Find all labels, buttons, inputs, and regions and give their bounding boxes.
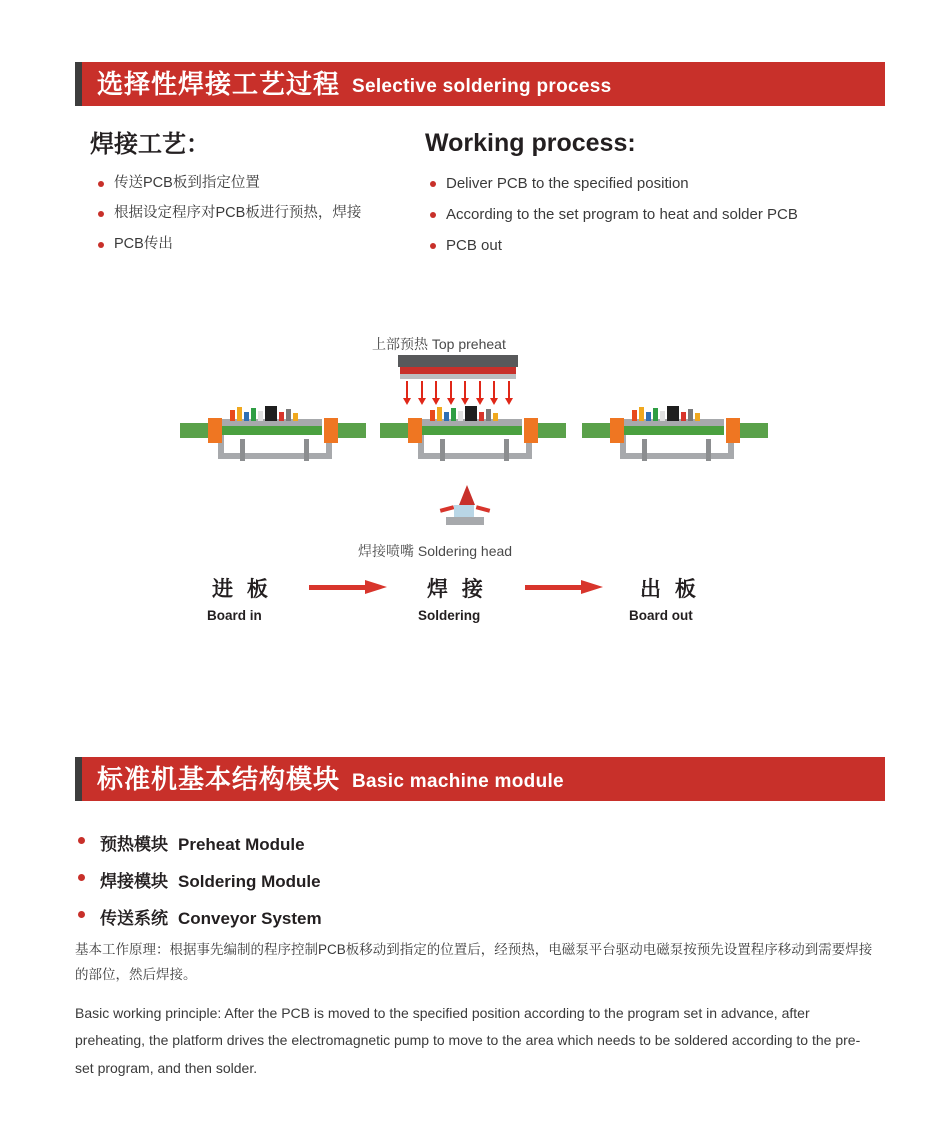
frame-bottom xyxy=(620,453,734,459)
pcb-components xyxy=(632,405,718,421)
nozzle-wing-right xyxy=(476,505,491,512)
pcb-board xyxy=(624,426,724,435)
diagram-label-soldering-head: 焊接喷嘴 Soldering head xyxy=(358,543,513,559)
frame-foot-left xyxy=(440,439,445,461)
list-item xyxy=(78,830,322,855)
preheater-plate xyxy=(400,374,516,379)
conveyor-rail-right xyxy=(334,423,366,438)
frame-bottom xyxy=(418,453,532,459)
list-item: PCB传出 xyxy=(98,236,361,253)
stage-label-cn-board-in: 进 板 xyxy=(212,578,272,601)
banner-title-cn: 标准机基本结构模块 xyxy=(97,764,341,794)
process-heading-cn: 焊接工艺： xyxy=(90,131,210,158)
process-heading-en: Working process: xyxy=(425,129,636,157)
clamp-left xyxy=(610,418,624,443)
nozzle-body xyxy=(454,505,474,517)
pcb-assembly-board-out xyxy=(580,405,770,465)
pcb-board xyxy=(222,426,322,435)
diagram-label-top-preheat: 上部预热 Top preheat xyxy=(372,336,506,352)
banner-accent-bar xyxy=(75,757,82,801)
clamp-right xyxy=(524,418,538,443)
conveyor-rail-right xyxy=(534,423,566,438)
frame-foot-right xyxy=(304,439,309,461)
stage-label-en-board-in: Board in xyxy=(207,608,262,623)
flow-arrow-icon xyxy=(525,580,603,594)
frame-bottom xyxy=(218,453,332,459)
process-steps-en xyxy=(430,175,798,268)
nozzle-base xyxy=(446,517,484,525)
list-item: Deliver PCB to the specified position xyxy=(430,175,798,193)
section-banner-module xyxy=(75,757,885,801)
module-label-cn: 传送系统 xyxy=(100,909,168,928)
clamp-right xyxy=(726,418,740,443)
list-item: According to the set program to heat and solder PCB xyxy=(430,206,798,224)
conveyor-rail-right xyxy=(736,423,768,438)
working-principle-paragraph-cn: 基本工作原理：根据事先编制的程序控制PCB板移动到指定的位置后，经预热，电磁泵平台驱动电磁泵按预先设置程序移动到需要焊接的部位，然后焊接。 xyxy=(75,942,873,982)
banner-title-en: Selective soldering process xyxy=(352,75,612,97)
module-label-en: Soldering Module xyxy=(178,872,321,891)
process-steps-cn xyxy=(98,175,361,266)
pcb-assembly-board-in xyxy=(178,405,368,465)
frame-foot-right xyxy=(706,439,711,461)
list-item: 根据设定程序对PCB板进行预热，焊接 xyxy=(98,205,361,222)
flow-arrow-icon xyxy=(309,580,387,594)
module-label-en: Conveyor System xyxy=(178,909,322,928)
list-item: PCB out xyxy=(430,237,798,255)
pcb-assembly-soldering xyxy=(378,405,568,465)
list-item xyxy=(78,904,322,929)
heat-arrows-icon xyxy=(406,381,510,407)
nozzle-cone xyxy=(459,485,475,505)
banner-accent-bar xyxy=(75,62,82,106)
process-diagram xyxy=(150,325,800,645)
stage-label-en-board-out: Board out xyxy=(629,608,693,623)
working-principle-paragraph-en: Basic working principle: After the PCB is moved to the specified position according to the program set in advance, after preheating, the platform drives the electromagnetic pump to move to the area which needs to be soldered according to the pre-set program, and then solder. xyxy=(75,1005,861,1076)
nozzle-wing-left xyxy=(440,505,455,512)
preheater-element xyxy=(400,367,516,374)
top-preheater-graphic xyxy=(398,355,518,405)
clamp-left xyxy=(408,418,422,443)
module-label-cn: 预热模块 xyxy=(100,835,168,854)
banner-title-en: Basic machine module xyxy=(352,770,564,792)
section-banner-process xyxy=(75,62,885,106)
preheater-housing xyxy=(398,355,518,367)
list-item xyxy=(78,867,322,892)
clamp-right xyxy=(324,418,338,443)
frame-foot-left xyxy=(240,439,245,461)
stage-label-en-soldering: Soldering xyxy=(418,608,481,623)
frame-foot-left xyxy=(642,439,647,461)
banner-title-cn: 选择性焊接工艺过程 xyxy=(97,69,341,99)
module-label-cn: 焊接模块 xyxy=(100,872,168,891)
frame-foot-right xyxy=(504,439,509,461)
module-label-en: Preheat Module xyxy=(178,835,305,854)
pcb-components xyxy=(230,405,316,421)
stage-label-cn-soldering: 焊 接 xyxy=(427,578,487,601)
stage-label-cn-board-out: 出 板 xyxy=(640,578,700,601)
pcb-components xyxy=(430,405,516,421)
module-list xyxy=(78,830,322,941)
soldering-nozzle-graphic xyxy=(442,485,492,533)
list-item: 传送PCB板到指定位置 xyxy=(98,175,361,192)
pcb-board xyxy=(422,426,522,435)
clamp-left xyxy=(208,418,222,443)
